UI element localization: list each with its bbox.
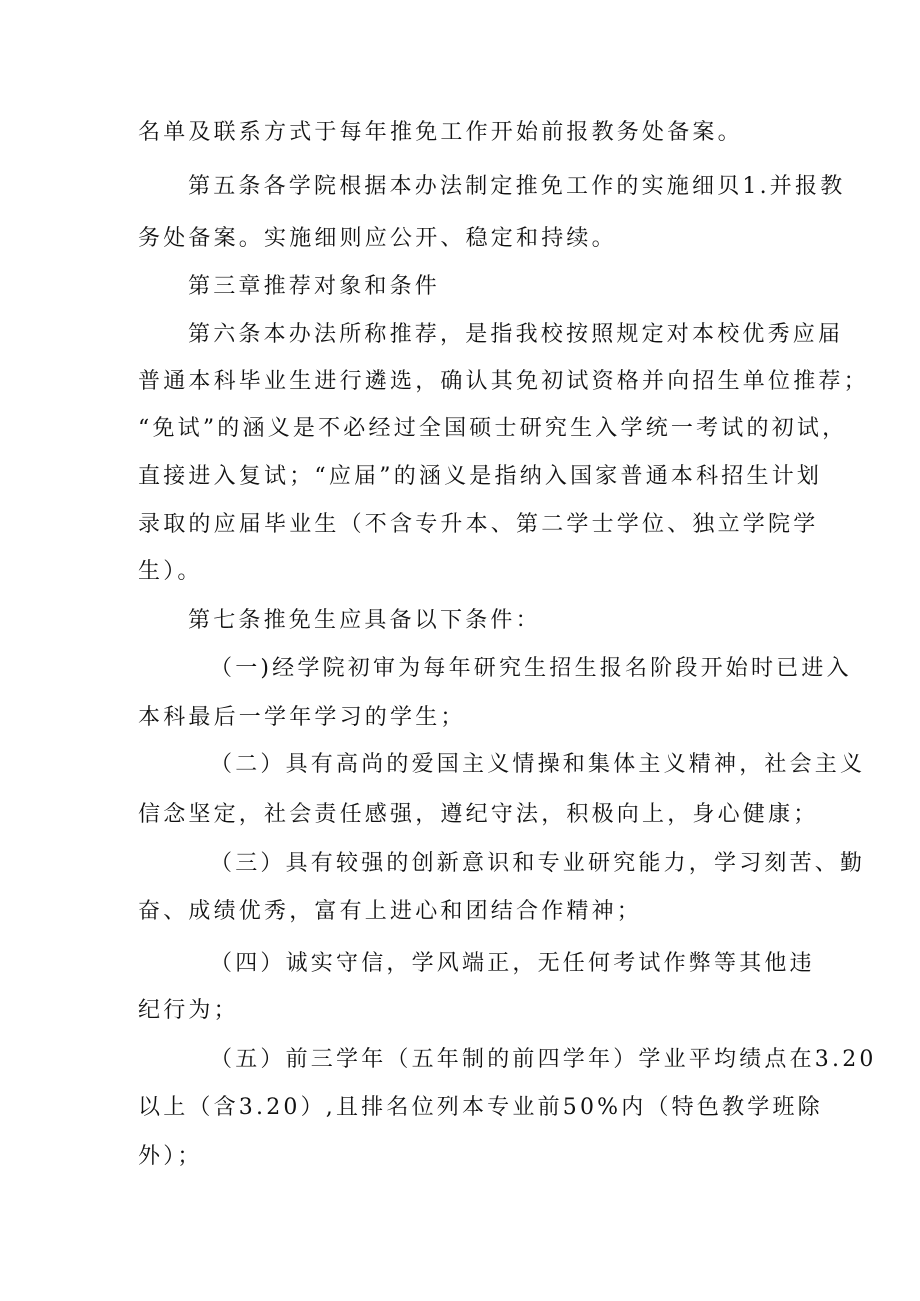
text-line: 纪行为； — [138, 998, 239, 1023]
text-line: 录取的应届毕业生（不含专升本、第二学士学位、独立学院学 — [138, 512, 819, 537]
text-line: （四）诚实守信，学风端正，无任何考试作弊等其他违 — [210, 951, 815, 976]
text-line: 务处备案。实施细则应公开、稳定和持续。 — [138, 226, 617, 251]
text-line: 奋、成绩优秀，富有上进心和团结合作精神； — [138, 899, 643, 924]
text-line: 外）； — [138, 1144, 203, 1169]
text-line: 直接进入复试；“应届”的涵义是指纳入国家普通本科招生计划 — [138, 464, 823, 489]
chapter-heading: 第三章推荐对象和条件 — [188, 274, 441, 299]
text-line: （三）具有较强的创新意识和专业研究能力，学习刻苦、勤 — [210, 851, 866, 876]
text-line: 信念坚定，社会责任感强，遵纪守法，积极向上，身心健康； — [138, 802, 819, 827]
text-line: 名单及联系方式于每年推免工作开始前报教务处备案。 — [138, 120, 743, 145]
text-line: 本科最后一学年学习的学生； — [138, 705, 466, 730]
text-line: “免试”的涵义是不必经过全国硕士研究生入学统一考试的初试， — [138, 416, 848, 441]
text-line: 生）。 — [138, 559, 203, 584]
text-line: （五）前三学年（五年制的前四学年）学业平均绩点在3.20 — [210, 1047, 877, 1072]
text-line: （二）具有高尚的爱国主义情操和集体主义精神，社会主义 — [210, 752, 866, 777]
text-line: 以上（含3.20）,且排名位列本专业前50%内（特色教学班除 — [138, 1095, 823, 1120]
text-line: 普通本科毕业生进行遴选，确认其免初试资格并向招生单位推荐； — [138, 369, 869, 394]
text-line: 第七条推免生应具备以下条件： — [188, 608, 541, 633]
text-line: 第五条各学院根据本办法制定推免工作的实施细贝1.并报教 — [188, 174, 846, 199]
text-line: （一)经学院初审为每年研究生招生报名阶段开始时已进入 — [210, 656, 852, 681]
text-line: 第六条本办法所称推荐，是指我校按照规定对本校优秀应届 — [188, 322, 844, 347]
